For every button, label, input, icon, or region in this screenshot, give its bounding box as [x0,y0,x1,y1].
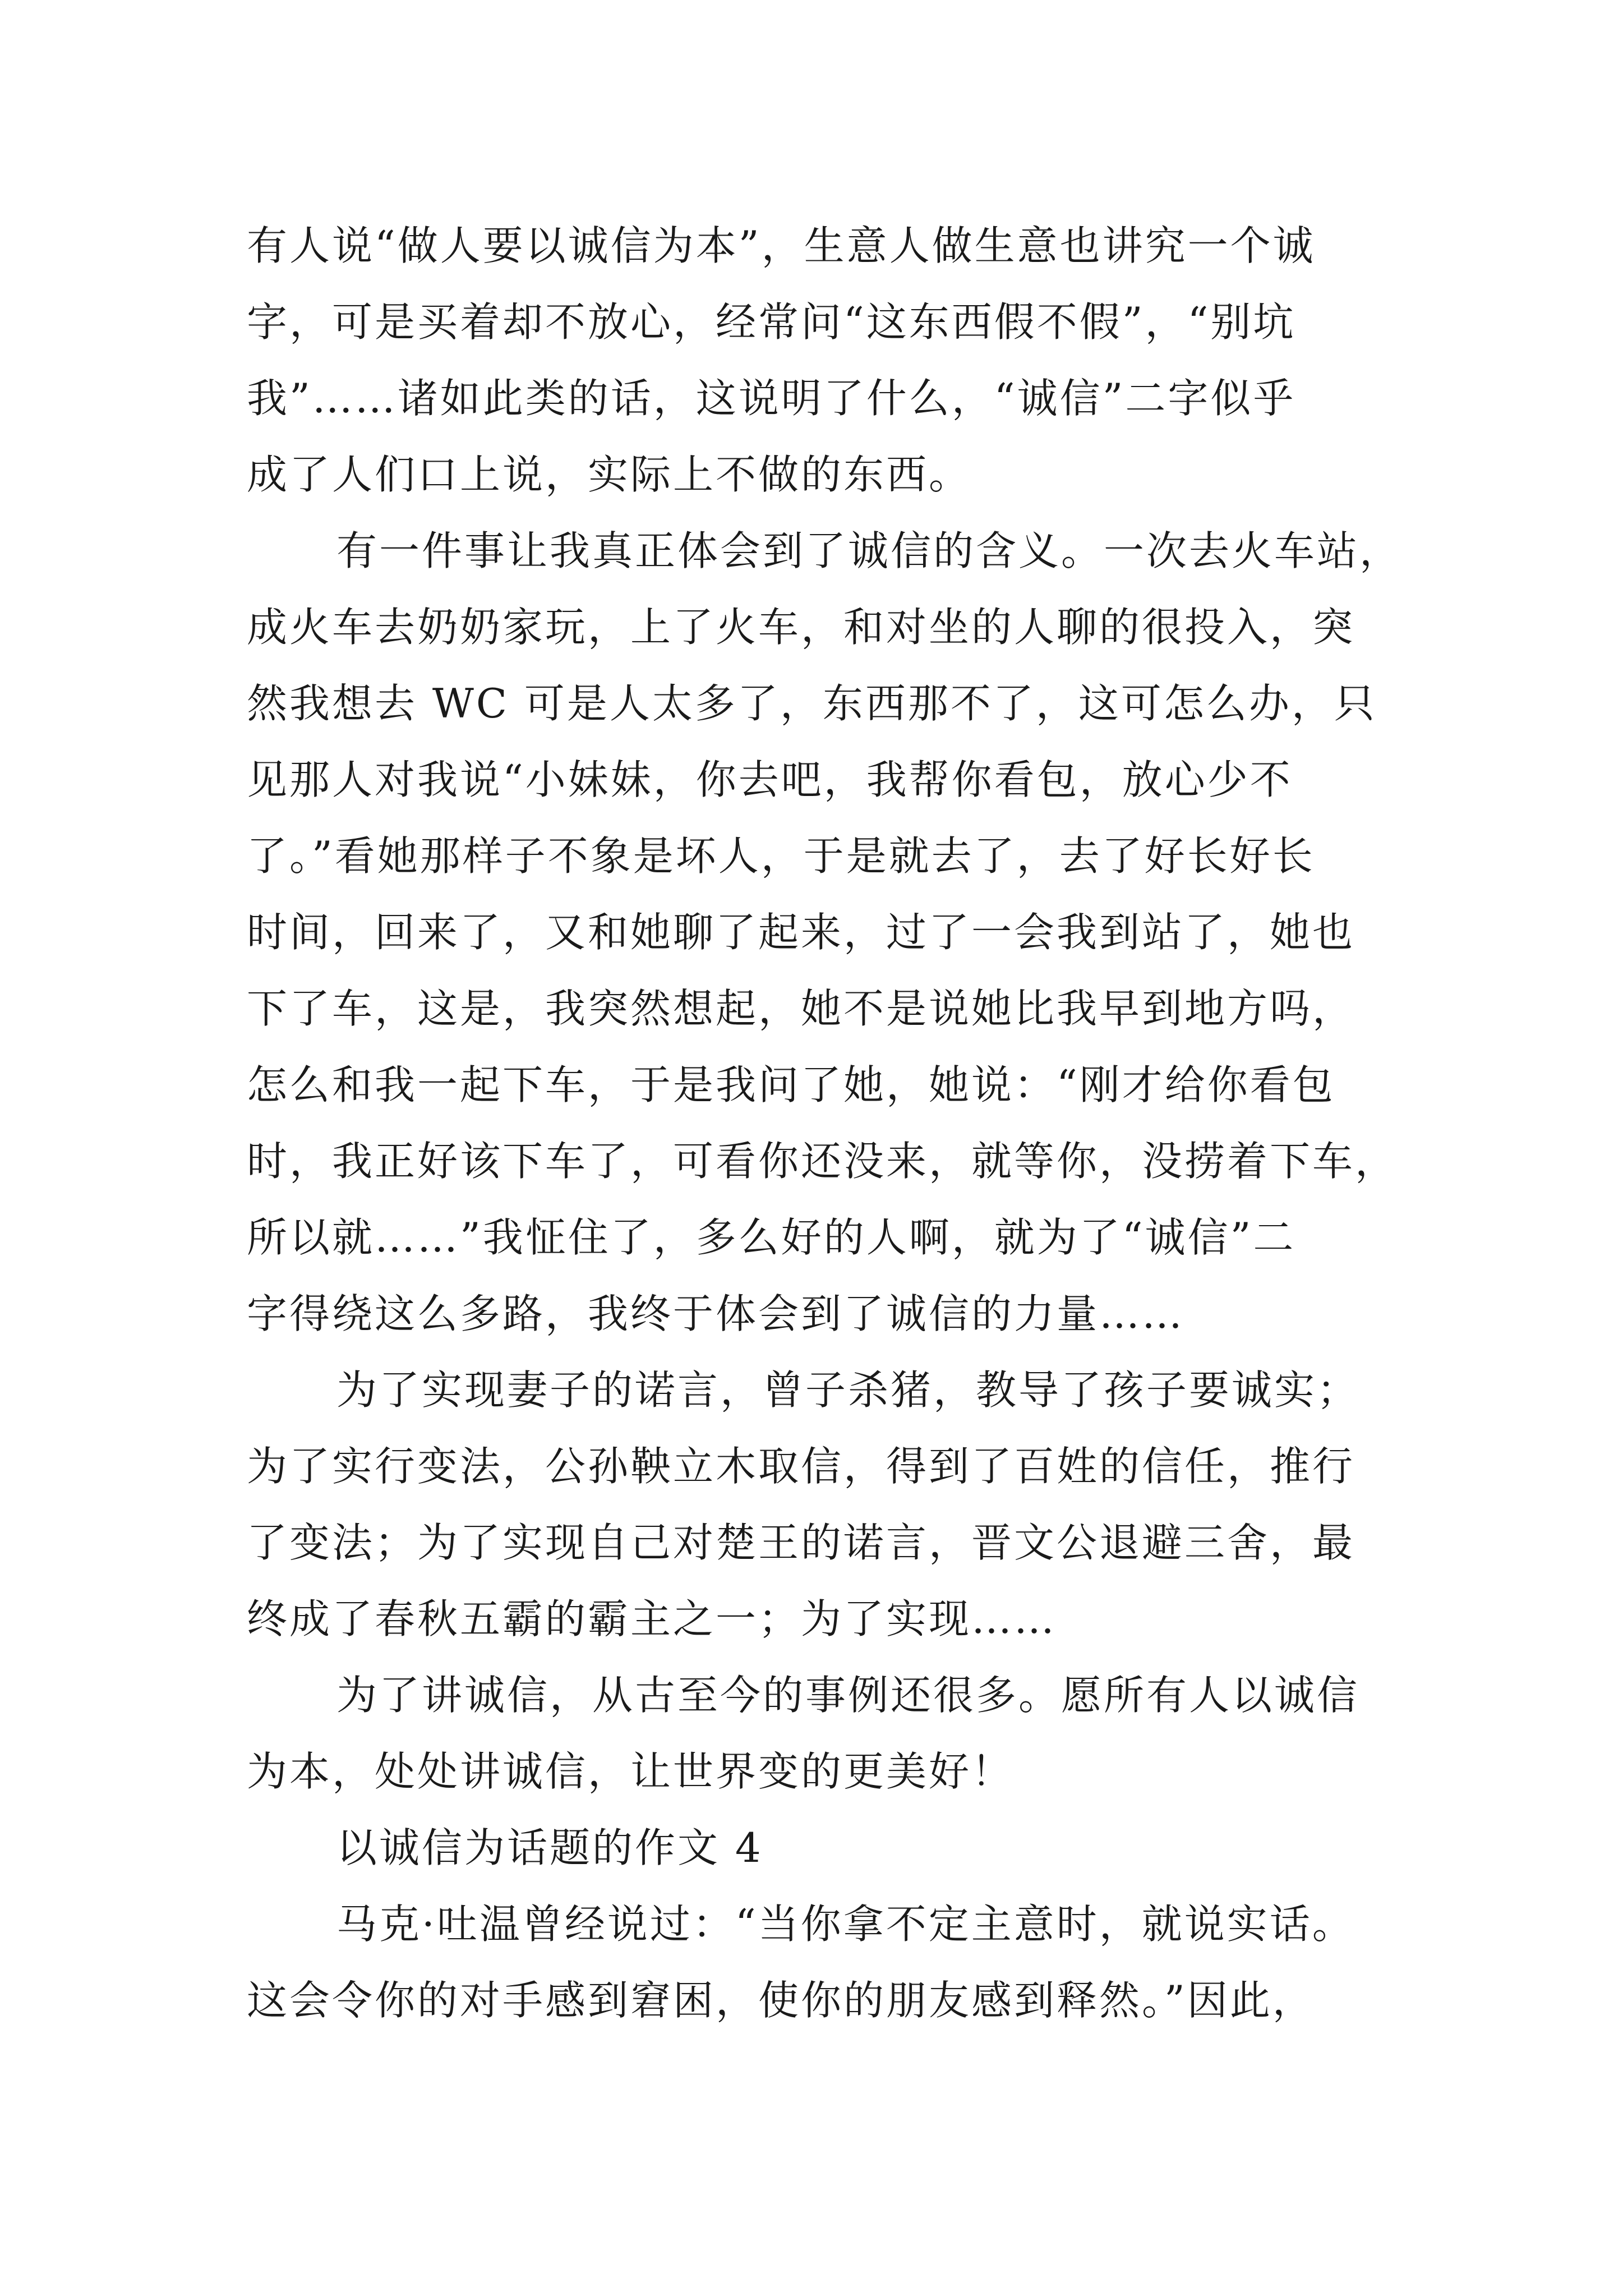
text-line: 这会令你的对手感到窘困，使你的朋友感到释然。”因此， [247,1977,1315,2024]
text-line: 了。”看她那样子不象是坏人，于是就去了，去了好长好长 [247,832,1315,880]
text-line: 有一件事让我真正体会到了诚信的含义。一次去火车站， [336,527,1403,574]
text-line: 终成了春秋五霸的霸主之一；为了实现…… [247,1595,1057,1642]
text-line: 为了实现妻子的诺言，曾子杀猪，教导了孩子要诚实； [336,1366,1360,1414]
text-line: 成了人们口上说，实际上不做的东西。 [247,451,972,498]
text-line: 为本，处处讲诚信，让世界变的更美好！ [247,1748,1015,1795]
text-line: 时间，回来了，又和她聊了起来，过了一会我到站了，她也 [247,909,1355,956]
text-line: 了变法；为了实现自己对楚王的诺言，晋文公退避三舍，最 [247,1519,1355,1566]
text-line: 为了讲诚信，从古至今的事例还很多。愿所有人以诚信 [336,1672,1360,1719]
text-line: 时，我正好该下车了，可看你还没来，就等你，没捞着下车， [247,1138,1398,1185]
text-line: 字，可是买着却不放心，经常问“这东西假不假”，“别坑 [247,298,1296,346]
text-line: 成火车去奶奶家玩，上了火车，和对坐的人聊的很投入，突 [247,604,1355,651]
text-line: 字得绕这么多路，我终于体会到了诚信的力量…… [247,1290,1185,1337]
text-line: 马克·吐温曾经说过：“当你拿不定主意时，就说实话。 [336,1901,1355,1948]
text-line: 我”……诸如此类的话，这说明了什么，“诚信”二字似乎 [247,375,1296,422]
section-heading: 以诚信为话题的作文 4 [336,1824,763,1871]
text-line: 见那人对我说“小妹妹，你去吧，我帮你看包，放心少不 [247,756,1293,803]
text-line: 怎么和我一起下车，于是我问了她，她说：“刚才给你看包 [247,1061,1335,1108]
text-line: 有人说“做人要以诚信为本”，生意人做生意也讲究一个诚 [247,222,1316,269]
text-line: 下了车，这是，我突然想起，她不是说她比我早到地方吗， [247,985,1355,1032]
text-line: 所以就……”我怔住了，多么好的人啊，就为了“诚信”二 [247,1214,1296,1261]
text-line: 然我想去 WC 可是人太多了，东西那不了，这可怎么办，只 [247,680,1377,727]
text-line: 为了实行变法，公孙鞅立木取信，得到了百姓的信任，推行 [247,1443,1355,1490]
